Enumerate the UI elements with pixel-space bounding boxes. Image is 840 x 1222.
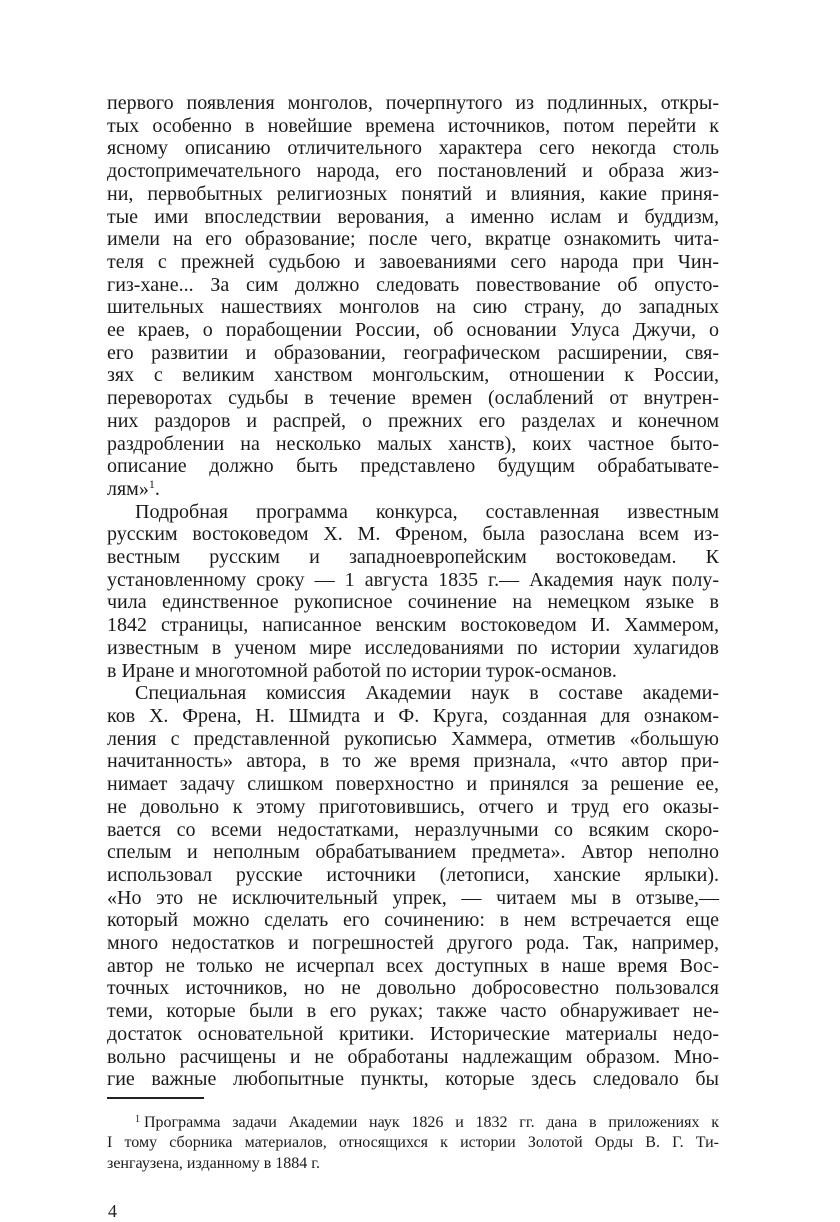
text-line — [107, 1000, 719, 1023]
text-line-content: много недостатков и погрешностей другого рода. Так, например, — [107, 932, 719, 955]
text-line-content: лям» — [107, 477, 149, 500]
text-line — [107, 478, 719, 501]
text-line-content: гиз-хане... За сим должно следовать повествование об опусто- — [107, 273, 719, 296]
text-line — [107, 501, 719, 524]
text-line — [107, 887, 719, 910]
text-line — [107, 433, 719, 456]
footnote — [107, 1113, 719, 1175]
text-line-content: гие важные любопытные пункты, которые здесь следовало бы — [107, 1068, 719, 1091]
paragraph — [107, 92, 719, 501]
text-line-content: тые ими впоследствии верования, а именно ислам и буддизм, — [107, 205, 719, 228]
text-line-content: точных источников, но не довольно добросовестно пользовался — [107, 977, 719, 1000]
paragraph — [107, 682, 719, 1091]
text-line — [107, 955, 719, 978]
text-line — [107, 1046, 719, 1069]
text-line — [107, 274, 719, 297]
footnote-marker: 1 — [135, 1113, 140, 1125]
text-line-content: первого появления монголов, почерпнутого из подлинных, откры- — [107, 92, 719, 114]
text-line-content: его развитии и образовании, географическом расширении, свя- — [107, 341, 719, 364]
text-line-content: Специальная комиссия Академии наук в составе академи- — [135, 682, 719, 705]
text-line — [107, 682, 719, 705]
text-line — [107, 977, 719, 1000]
text-line — [107, 206, 719, 229]
text-line — [107, 841, 719, 864]
text-line-content: ее краев, о порабощении России, об основании Улуса Джучи, о — [107, 319, 719, 342]
text-line-content: начитанность» автора, в то же время признала, «что автор при- — [107, 750, 719, 773]
text-line-content: установленному сроку — 1 августа 1835 г.— Академия наук полу- — [107, 568, 719, 591]
text-line — [107, 364, 719, 387]
text-line — [107, 637, 719, 660]
footnote-line — [107, 1133, 719, 1154]
text-line-content: раздроблении на несколько малых ханств), коих частное быто- — [107, 432, 719, 455]
text-line — [107, 660, 719, 683]
text-line-content: известным в ученом мире исследованиями по истории хулагидов — [107, 636, 719, 659]
body-text — [107, 92, 719, 1091]
text-line-content: спелым и неполным обрабатыванием предмета». Автор неполно — [107, 841, 719, 864]
text-line — [107, 410, 719, 433]
footnote-line — [107, 1154, 719, 1175]
text-line — [107, 228, 719, 251]
punctuation: . — [154, 477, 160, 500]
text-line-content: ни, первобытных религиозных понятий и влияния, какие приня- — [107, 182, 719, 205]
text-line-content: 1842 страницы, написанное венским востоковедом И. Хаммером, — [107, 614, 719, 637]
paragraph — [107, 501, 719, 683]
text-line — [107, 455, 719, 478]
text-line — [107, 932, 719, 955]
text-line-content: использовал русские источники (летописи, ханские ярлыки). — [107, 863, 719, 886]
footnote-line-content: зенгаузена, изданному в 1884 г. — [107, 1154, 321, 1172]
text-line-content: нимает задачу слишком поверхностно и принялся за решение ее, — [107, 773, 719, 796]
text-line-content: них раздоров и распрей, о прежних его разделах и конечном — [107, 409, 719, 432]
text-line-content: ков Х. Френа, Н. Шмидта и Ф. Круга, созданная для ознаком- — [107, 704, 719, 727]
text-line — [107, 1068, 719, 1091]
text-line — [107, 137, 719, 160]
text-line-content: вольно расчищены и не обработаны надлежащим образом. Мно- — [107, 1045, 719, 1068]
text-line-content: ления с представленной рукописью Хаммера, отметив «большую — [107, 727, 719, 750]
text-line-content: тых особенно в новейшие времена источников, потом перейти к — [107, 114, 719, 137]
text-line-content: не довольно к этому приготовившись, отчего и труд его оказы- — [107, 795, 719, 818]
text-line-content: в Иране и многотомной работой по истории турок-османов. — [107, 659, 617, 682]
text-line-content: зях с великим ханством монгольским, отношении к России, — [107, 364, 719, 387]
text-line — [107, 115, 719, 138]
text-line-content: теля с прежней судьбою и завоеваниями сего народа при Чин- — [107, 250, 719, 273]
text-line — [107, 92, 719, 115]
text-line — [107, 705, 719, 728]
text-line-content: достаток основательной критики. Исторические материалы недо- — [107, 1022, 719, 1045]
text-line — [107, 614, 719, 637]
text-line-content: чила единственное рукописное сочинение на немецком языке в — [107, 591, 719, 614]
text-line-content: русским востоковедом Х. М. Френом, была разослана всем из- — [107, 523, 719, 546]
text-line — [107, 728, 719, 751]
text-line — [107, 909, 719, 932]
text-line-content: описание должно быть представлено будущим обрабатывате- — [107, 455, 719, 478]
text-line-content: который можно сделать его сочинению: в нем встречается еще — [107, 909, 719, 932]
text-line — [107, 773, 719, 796]
text-line-content: теми, которые были в его руках; также часто обнаруживает не- — [107, 1000, 719, 1023]
text-line — [107, 523, 719, 546]
text-line — [107, 387, 719, 410]
text-line — [107, 160, 719, 183]
footnote-divider — [107, 1097, 204, 1099]
footnote-line-content: I тому сборника материалов, относящихся к истории Золотой Орды В. Г. Ти- — [107, 1134, 719, 1152]
text-line — [107, 750, 719, 773]
text-line — [107, 796, 719, 819]
text-line-content: вается со всеми недостатками, неразлучными со всяким скоро- — [107, 818, 719, 841]
text-line-content: ясному описанию отличительного характера сего некогда столь — [107, 137, 719, 160]
text-line — [107, 591, 719, 614]
text-line — [107, 1023, 719, 1046]
text-line-content: вестным русским и западноевропейским востоковедам. К — [107, 546, 719, 569]
footnote-line-content: Программа задачи Академии наук 1826 и 1832 гг. дана в приложениях к — [144, 1113, 719, 1131]
text-line-content: достопримечательного народа, его постановлений и образа жиз- — [107, 160, 719, 183]
footnote-line — [107, 1113, 719, 1134]
text-line-content: переворотах судьбы в течение времен (ослаблений от внутрен- — [107, 387, 719, 410]
text-line — [107, 183, 719, 206]
text-line — [107, 819, 719, 842]
text-line-content: автор не только не исчерпал всех доступных в наше время Вос- — [107, 954, 719, 977]
text-line — [107, 864, 719, 887]
text-line — [107, 546, 719, 569]
text-line — [107, 251, 719, 274]
text-line — [107, 296, 719, 319]
page-number: 4 — [108, 1201, 117, 1222]
text-line — [107, 319, 719, 342]
text-line-content: Подробная программа конкурса, составленная известным — [135, 500, 719, 523]
text-line-content: «Но это не исключительный упрек, — читаем мы в отзыве,— — [107, 886, 719, 909]
text-line-content: шительных нашествиях монголов на сию страну, до западных — [107, 296, 719, 319]
text-line — [107, 342, 719, 365]
text-line-content: имели на его образование; после чего, вкратце ознакомить чита- — [107, 228, 719, 251]
text-line — [107, 569, 719, 592]
footnote-reference[interactable]: 1 — [148, 476, 155, 491]
